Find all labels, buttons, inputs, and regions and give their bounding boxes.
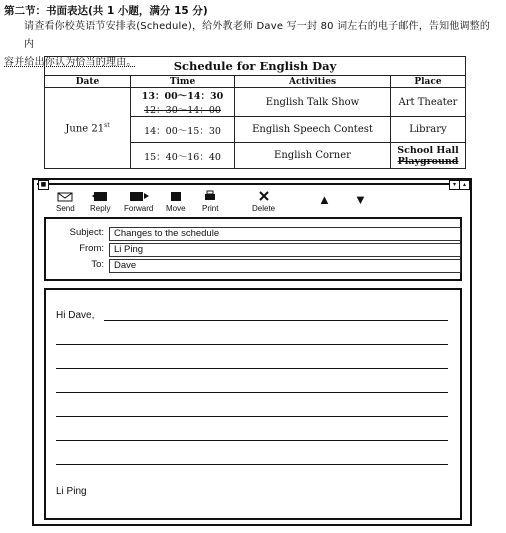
send-button[interactable]: Send (56, 189, 75, 213)
forward-button[interactable]: Forward (124, 189, 153, 213)
time-cell: 13：00～14：30 12：30～14：00 (131, 88, 235, 117)
minimize-icon[interactable]: ▾ (449, 180, 460, 190)
subject-row (54, 227, 454, 240)
move-icon (168, 189, 184, 203)
place-cell: Art Theater (391, 88, 466, 117)
header-activities: Activities (235, 76, 391, 88)
subject-label: Subject: (69, 227, 104, 238)
time-cell: 14：00～15：30 (131, 117, 235, 143)
from-label: From: (79, 243, 104, 254)
reply-button[interactable]: Reply (90, 189, 110, 213)
move-button[interactable]: Move (166, 189, 186, 213)
from-row (54, 243, 454, 256)
reply-icon (91, 189, 109, 203)
maximize-icon[interactable]: ▴ (459, 180, 470, 190)
writing-line (56, 344, 448, 345)
email-body[interactable] (44, 288, 462, 520)
writing-line (56, 440, 448, 441)
to-label: To: (91, 259, 104, 270)
writing-line (56, 464, 448, 465)
header-date: Date (45, 76, 131, 88)
title-bar (37, 183, 465, 185)
struck-place: Playground (397, 155, 459, 167)
writing-line (56, 392, 448, 393)
to-row (54, 259, 454, 272)
date-cell: June 21st (45, 88, 131, 169)
header-time: Time (131, 76, 235, 88)
greeting: Hi Dave, (56, 310, 95, 321)
time-cell: 15：40～16：40 (131, 143, 235, 169)
send-icon (56, 189, 74, 203)
print-icon (202, 189, 218, 203)
instruction-line-2: 容并给出你认为恰当的理由。 (4, 57, 137, 68)
activity-cell: English Talk Show (235, 88, 391, 117)
to-field[interactable]: Dave (109, 259, 461, 273)
delete-button[interactable]: Delete (252, 189, 275, 213)
header-place: Place (391, 76, 466, 88)
writing-line (56, 416, 448, 417)
subject-field[interactable]: Changes to the schedule (109, 227, 461, 241)
forward-icon (128, 189, 150, 203)
writing-line (56, 368, 448, 369)
next-arrow-icon[interactable]: ▼ (354, 192, 367, 207)
schedule-table (44, 56, 466, 169)
schedule-title: Schedule for English Day (45, 57, 466, 76)
place-cell: School Hall Playground (391, 143, 466, 169)
signature: Li Ping (56, 486, 87, 497)
print-button[interactable]: Print (202, 189, 218, 213)
place-cell: Library (391, 117, 466, 143)
system-menu-icon[interactable]: ■ (38, 180, 49, 190)
toolbar (56, 189, 436, 215)
delete-icon (257, 189, 271, 203)
email-window (32, 178, 472, 526)
instruction-line-1: 请查看你校英语节安排表(Schedule)，给外教老师 Dave 写一封 80 词左右的电子邮件，告知他调整的内 (24, 21, 491, 50)
activity-cell: English Corner (235, 143, 391, 169)
activity-cell: English Speech Contest (235, 117, 391, 143)
writing-line (104, 320, 448, 321)
struck-time: 12：30～14：00 (144, 105, 221, 116)
from-field[interactable]: Li Ping (109, 243, 461, 257)
previous-arrow-icon[interactable]: ▲ (318, 192, 331, 207)
section-title: 第二节：书面表达(共 1 小题，满分 15 分) (4, 5, 208, 17)
email-header-box (44, 217, 462, 281)
